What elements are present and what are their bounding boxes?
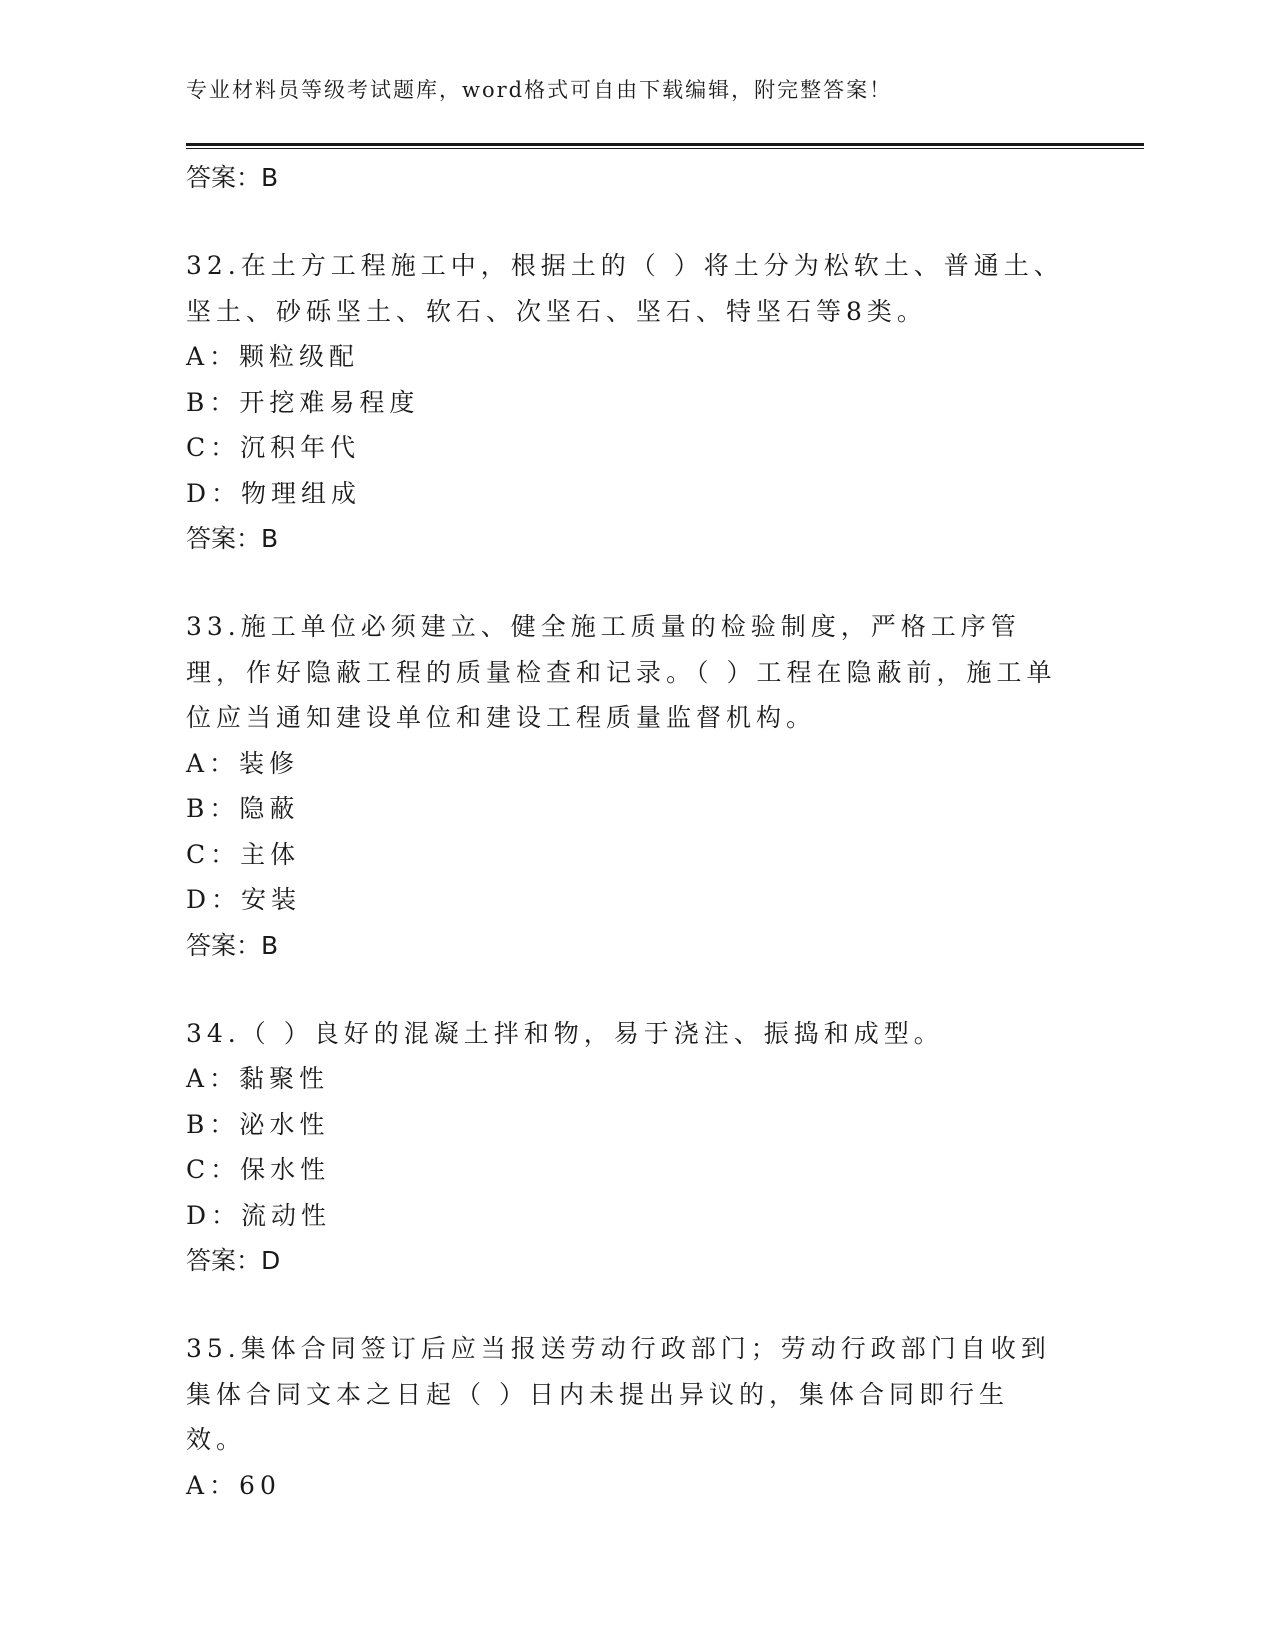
option-c: C：保水性 <box>186 1155 331 1184</box>
option-c: C：沉积年代 <box>186 433 361 462</box>
option-d: D：流动性 <box>186 1200 332 1230</box>
question-35 <box>186 1326 1066 1508</box>
page-header: 专业材料员等级考试题库，word格式可自由下载编辑，附完整答案！ <box>186 78 893 102</box>
answer-line: 答案：B <box>186 163 279 192</box>
question-32 <box>186 243 1066 561</box>
option-a: A：装修 <box>186 748 300 778</box>
option-b: B：泌水性 <box>186 1109 330 1139</box>
option-b: B：隐蔽 <box>186 794 300 823</box>
question-text: 34.（ ）良好的混凝土拌和物，易于浇注、振捣和成型。 <box>186 1018 944 1048</box>
option-d: D：物理组成 <box>186 478 362 508</box>
question-list <box>186 155 1066 1508</box>
question-34 <box>186 1011 1066 1284</box>
option-a: A：60 <box>186 1470 281 1500</box>
header-rule-thin <box>186 148 1144 149</box>
option-c: C：主体 <box>186 839 301 869</box>
question-text: 33.施工单位必须建立、健全施工质量的检验制度，严格工序管理，作好隐蔽工程的质量检查和记录。（ ）工程在隐蔽前，施工单位应当通知建设单位和建设工程质量监督机构。 <box>186 612 1057 732</box>
header-rule-thick <box>186 143 1144 146</box>
answer-line: 答案：B <box>186 930 279 960</box>
option-a: A：黏聚性 <box>186 1064 330 1093</box>
question-text: 35.集体合同签订后应当报送劳动行政部门；劳动行政部门自收到集体合同文本之日起（ ）日内未提出异议的，集体合同即行生效。 <box>186 1334 1051 1454</box>
question-text: 32.在土方工程施工中，根据土的（ ）将土分为松软土、普通土、坚土、砂砾坚土、软石、次坚石、坚石、特坚石等8类。 <box>186 251 1064 326</box>
option-a: A：颗粒级配 <box>186 342 360 371</box>
option-b: B：开挖难易程度 <box>186 387 420 417</box>
answer-line: 答案：D <box>186 1246 281 1275</box>
question-33 <box>186 604 1066 968</box>
option-d: D：安装 <box>186 885 302 914</box>
answer-line: 答案：B <box>186 524 279 553</box>
